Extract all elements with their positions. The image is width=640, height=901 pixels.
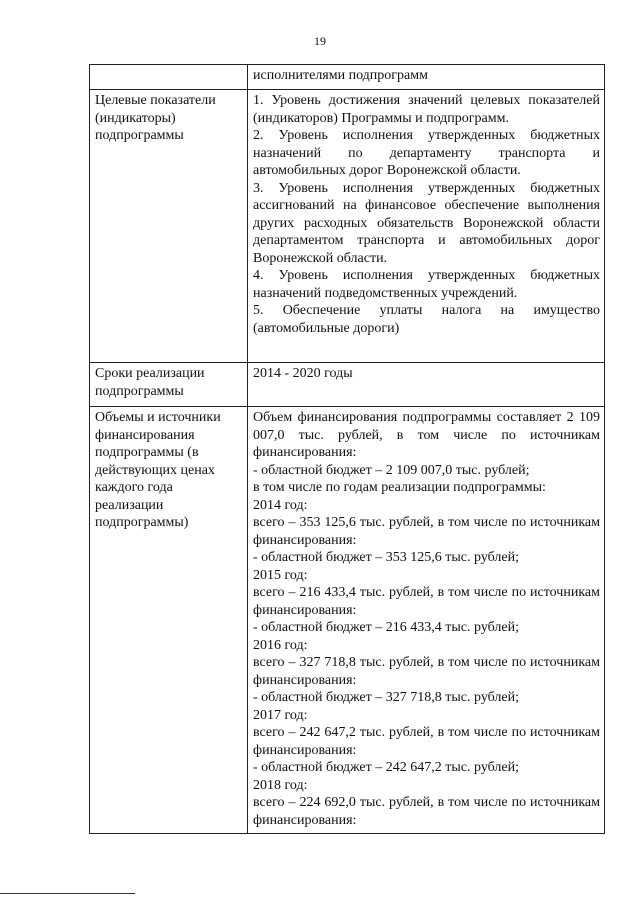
finance-line: Объем финансирования подпрограммы составляет 2 109 007,0 тыс. рублей, в том числе по источникам финансирования: xyxy=(253,410,600,460)
finance-line: всего – 327 718,8 тыс. рублей, в том числе по источникам финансирования: xyxy=(253,655,600,688)
finance-line: всего – 353 125,6 тыс. рублей, в том числе по источникам финансирования: xyxy=(253,515,600,548)
finance-line: - областной бюджет – 2 109 007,0 тыс. рублей; xyxy=(253,462,530,478)
subprogram-passport-table xyxy=(89,64,605,834)
indicator-item-1: 1. Уровень достижения значений целевых показателей (индикаторов) Программы и подпрограмм. xyxy=(253,93,600,126)
finance-line: - областной бюджет – 353 125,6 тыс. рублей; xyxy=(253,550,519,565)
table-row-finance xyxy=(90,407,605,834)
finance-line: - областной бюджет – 216 433,4 тыс. рублей; xyxy=(253,620,519,635)
finance-label-cell: Объемы и источники финансирования подпрограммы (в действующих ценах каждого года реализации подпрограммы) xyxy=(90,407,248,834)
finance-line: в том числе по годам реализации подпрограммы: xyxy=(253,480,546,495)
indicator-item-2: 2. Уровень исполнения утвержденных бюджетных назначений по департаменту транспорта и автомобильных дорог Воронежской области. xyxy=(253,128,600,178)
indicator-item-3: 3. Уровень исполнения утвержденных бюджетных ассигнований на финансовое обеспечение выполнения других расходных обязательств Воронежской области департаментом транспорта и автомобильных дорог Воронежской области. xyxy=(253,180,600,266)
indicators-value-cell xyxy=(248,90,605,363)
table-row-continuation xyxy=(90,65,605,90)
indicators-label-cell: Целевые показатели (индикаторы) подпрограммы xyxy=(90,90,248,363)
terms-label-cell: Сроки реализации подпрограммы xyxy=(90,363,248,407)
footnote-divider xyxy=(0,893,135,894)
finance-line: - областной бюджет – 242 647,2 тыс. рублей; xyxy=(253,760,519,775)
finance-line: 2017 год: xyxy=(253,707,308,723)
continuation-value-cell: исполнителями подпрограмм xyxy=(248,65,605,90)
continuation-label-cell xyxy=(90,65,248,90)
terms-value-cell: 2014 - 2020 годы xyxy=(248,363,605,407)
indicator-item-5: 5. Обеспечение уплаты налога на имущество (автомобильные дороги) xyxy=(253,303,600,336)
finance-value-cell xyxy=(248,407,605,834)
finance-line: всего – 224 692,0 тыс. рублей, в том числе по источникам финансирования: xyxy=(253,795,600,828)
table-row-indicators xyxy=(90,90,605,363)
indicator-item-4: 4. Уровень исполнения утвержденных бюджетных назначений подведомственных учреждений. xyxy=(253,268,600,301)
finance-line: 2018 год: xyxy=(253,777,308,793)
finance-line: 2015 год: xyxy=(253,567,308,583)
table-row-terms xyxy=(90,363,605,407)
finance-line: всего – 242 647,2 тыс. рублей, в том числе по источникам финансирования: xyxy=(253,725,600,758)
finance-line: всего – 216 433,4 тыс. рублей, в том числе по источникам финансирования: xyxy=(253,585,600,618)
finance-line: - областной бюджет – 327 718,8 тыс. рублей; xyxy=(253,690,519,705)
finance-line: 2016 год: xyxy=(253,637,308,653)
page-number: 19 xyxy=(314,34,326,48)
finance-line: 2014 год: xyxy=(253,497,308,513)
